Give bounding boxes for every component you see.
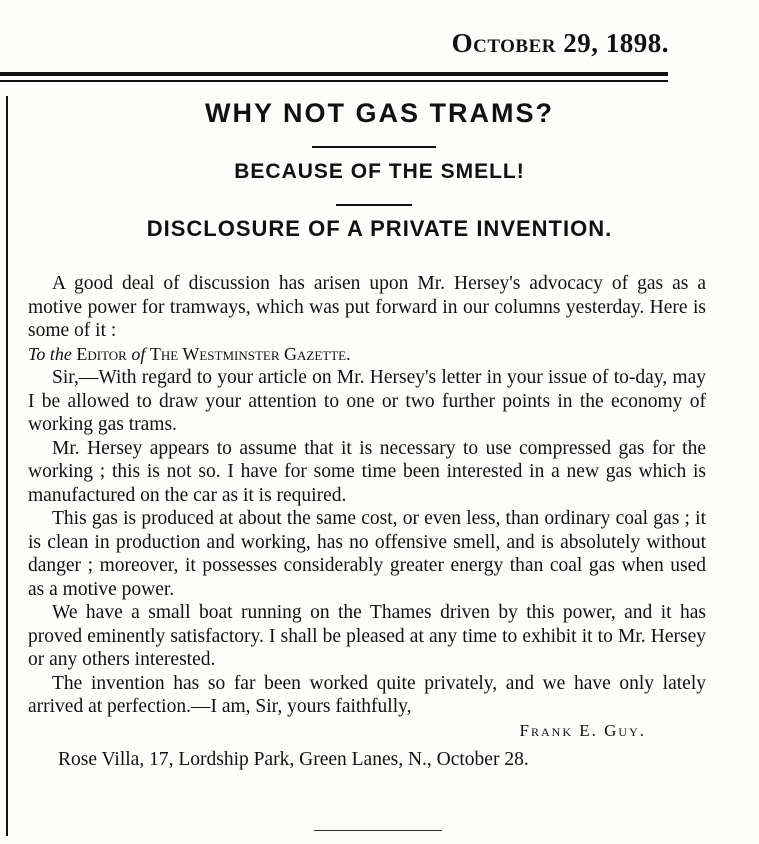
letter-paragraph: Sir,—With regard to your article on Mr. Hersey's letter in your issue of to-day, may I be allowed to draw your attention to one or two further points in the economy of working gas trams.: [28, 367, 706, 435]
signature: Frank E. Guy.: [519, 720, 646, 740]
paper-name: The Westminster Gazette.: [149, 343, 351, 364]
divider-rule: [312, 146, 436, 148]
footer-rule: [314, 830, 442, 831]
subheadline: BECAUSE OF THE SMELL!: [234, 160, 525, 183]
to-the-text: To the: [28, 343, 72, 364]
headline: WHY NOT GAS TRAMS?: [205, 98, 554, 128]
header-rule-thin: [0, 80, 668, 82]
letter-paragraph: Mr. Hersey appears to assume that it is necessary to use compressed gas for the working ; this is not so. I have for some time been interested in a new gas which is manufactured on the car as it is required.: [28, 437, 706, 506]
subheadline-secondary: DISCLOSURE OF A PRIVATE INVENTION.: [146, 216, 613, 241]
divider-rule: [336, 204, 412, 206]
letter-salutation: [28, 343, 706, 367]
intro-paragraph: A good deal of discussion has arisen upon Mr. Hersey's advocacy of gas as a motive power for tramways, which was put forward in our columns yesterday. Here is some of it :: [28, 273, 706, 341]
dateline: October 29, 1898.: [451, 28, 669, 58]
letter-paragraph: This gas is produced at about the same cost, or even less, than ordinary coal gas ; it is clean in production and working, has no offensive smell, and is absolutely without danger ; moreover, it possesses considerably greater energy than coal gas when used as a motive power.: [28, 508, 706, 600]
column-rule: [6, 96, 8, 836]
address: Rose Villa, 17, Lordship Park, Green Lanes, N., October 28.: [58, 749, 529, 770]
letter-paragraph: We have a small boat running on the Thames driven by this power, and it has proved eminently satisfactory. I shall be pleased at any time to exhibit it to Mr. Hersey or any others interested.: [28, 602, 706, 670]
header-rule-thick: [0, 72, 668, 76]
letter-paragraph: The invention has so far been worked quite privately, and we have only lately arrived at perfection.—I am, Sir, yours faithfully,: [28, 672, 706, 717]
of-text: of: [131, 343, 146, 364]
editor-text: Editor: [76, 343, 127, 364]
article-body: [28, 272, 706, 772]
